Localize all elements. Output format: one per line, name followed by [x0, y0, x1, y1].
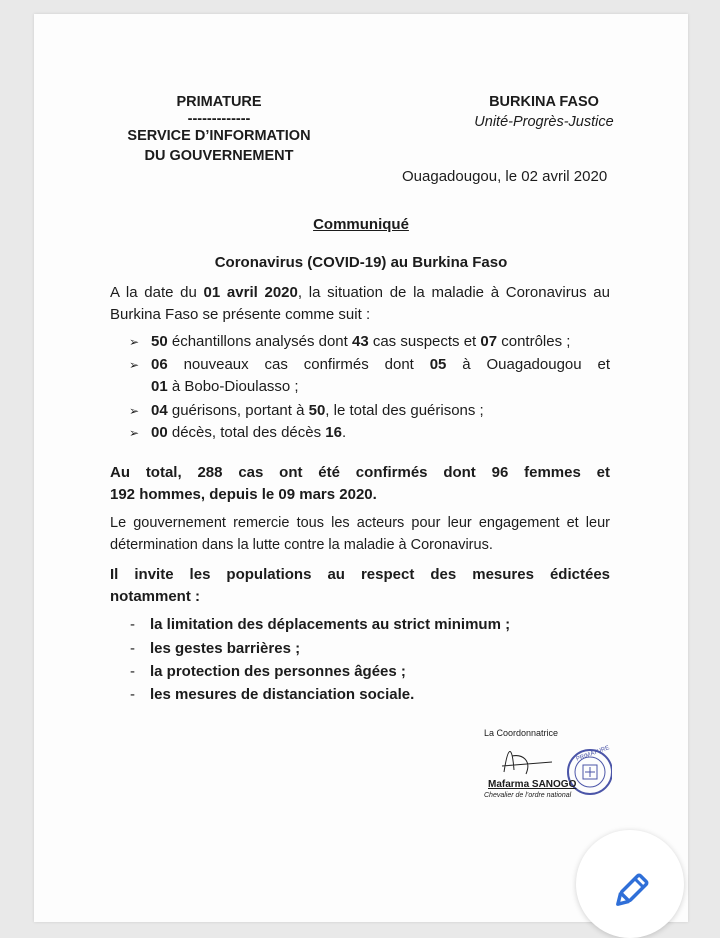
header-left-block — [104, 92, 334, 166]
thanks-line-1: Le gouvernement remercie tous les acteurs pour leur engagement et leur — [110, 515, 610, 531]
list-item — [130, 638, 300, 660]
intro-date: 01 avril 2020 — [203, 284, 298, 301]
total-line-2: 192 hommes, depuis le 09 mars 2020. — [110, 486, 377, 503]
intro-text-line-2: Burkina Faso se présente comme suit : — [110, 306, 371, 323]
country-motto: Unité-Progrès-Justice — [474, 114, 614, 130]
signatory-rank: Chevalier de l’ordre national — [484, 792, 572, 799]
date-line: Ouagadougou, le 02 avril 2020 — [402, 168, 608, 185]
list-item — [130, 354, 610, 398]
country-name: BURKINA FASO — [489, 94, 599, 110]
item-text: guérisons, portant à — [167, 402, 309, 419]
intro-paragraph — [110, 282, 610, 326]
intro-text: , la situation de la maladie à Coronavirus au — [297, 284, 610, 301]
list-item — [130, 422, 610, 444]
figure: 00 — [151, 424, 168, 441]
arrow-bullet-icon: ➢ — [129, 358, 140, 372]
document-page — [34, 14, 688, 922]
thanks-paragraph — [110, 512, 610, 556]
dash-bullet: - — [130, 640, 135, 657]
signature-block — [482, 726, 612, 812]
list-item — [130, 684, 414, 706]
item-text: nouveaux cas confirmés dont — [167, 356, 430, 373]
service-name-line-2: DU GOUVERNEMENT — [144, 148, 294, 164]
arrow-bullet-icon: ➢ — [129, 335, 140, 349]
dash-bullet: - — [130, 663, 135, 680]
signatory-role: La Coordonnatrice — [484, 728, 559, 738]
invite-paragraph — [110, 564, 610, 608]
measure-text: les mesures de distanciation sociale. — [150, 686, 415, 703]
intro-text: A la date du — [110, 284, 204, 301]
arrow-bullet-icon: ➢ — [129, 426, 140, 440]
dash-bullet: - — [130, 686, 135, 703]
dash-bullet: - — [130, 616, 135, 633]
separator: ------------- — [187, 111, 251, 127]
figure: 16 — [325, 424, 342, 441]
thanks-line-2: détermination dans la lutte contre la maladie à Coronavirus. — [110, 537, 493, 553]
list-item — [130, 661, 406, 683]
total-line-1: Au total, 288 cas ont été confirmés dont 96 femmes et — [110, 464, 610, 481]
item-text: à Ouagadougou et — [446, 356, 610, 373]
item-text: à Bobo-Dioulasso ; — [167, 378, 299, 395]
invite-line-2: notamment : — [110, 588, 200, 605]
arrow-bullet-icon: ➢ — [129, 404, 140, 418]
item-text: cas suspects et — [368, 333, 481, 350]
service-name-line-1: SERVICE D’INFORMATION — [127, 128, 311, 144]
item-text: échantillons analysés dont — [167, 333, 352, 350]
list-item — [130, 331, 610, 353]
invite-line-1: Il invite les populations au respect des mesures édictées — [110, 566, 610, 583]
stamp-text: PRIMATURE — [575, 745, 611, 763]
signature-graphic — [482, 726, 612, 812]
header-right-block — [454, 92, 634, 132]
figure: 50 — [151, 333, 168, 350]
item-text: , le total des guérisons ; — [325, 402, 484, 419]
item-text: décès, total des décès — [167, 424, 326, 441]
list-item — [130, 400, 610, 422]
measure-text: la limitation des déplacements au strict minimum ; — [150, 616, 511, 633]
item-text: . — [341, 424, 347, 441]
total-paragraph — [110, 462, 610, 506]
figure: 05 — [429, 356, 447, 373]
signatory-name: Mafarma SANOGO — [488, 779, 577, 790]
org-name: PRIMATURE — [176, 94, 262, 110]
figure: 50 — [308, 402, 326, 419]
figure: 01 — [151, 378, 168, 395]
figure: 06 — [151, 356, 168, 373]
item-text: contrôles ; — [497, 333, 571, 350]
figure: 04 — [151, 402, 168, 419]
figure: 07 — [480, 333, 498, 350]
document-title: Communiqué — [313, 216, 409, 233]
measure-text: la protection des personnes âgées ; — [150, 663, 406, 680]
list-item — [130, 614, 510, 636]
measure-text: les gestes barrières ; — [150, 640, 301, 657]
document-subtitle: Coronavirus (COVID-19) au Burkina Faso — [214, 254, 508, 271]
figure: 43 — [351, 333, 369, 350]
